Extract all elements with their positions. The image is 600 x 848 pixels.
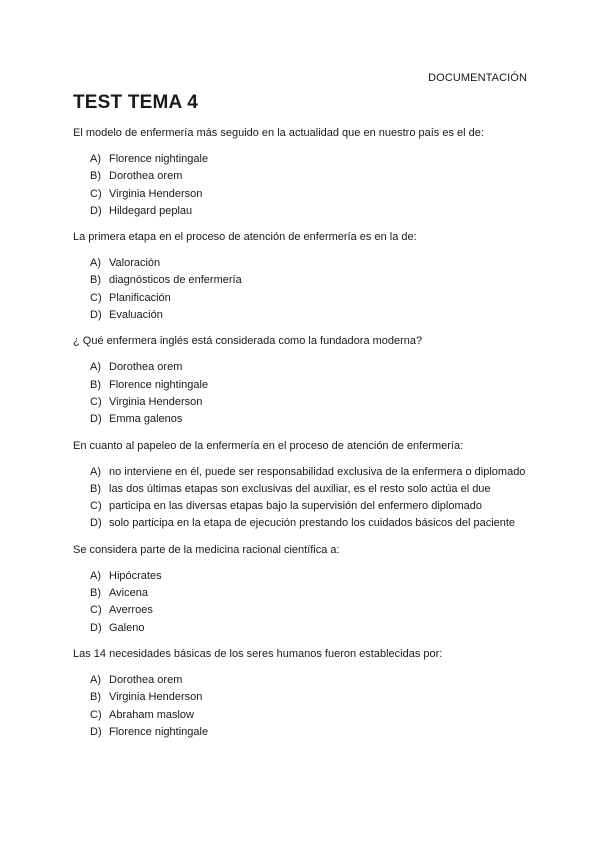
option-c xyxy=(73,186,533,203)
option-d xyxy=(73,411,533,428)
option-c xyxy=(73,707,533,724)
option-text: Dorothea orem xyxy=(109,170,183,183)
option-text: Evaluación xyxy=(109,309,163,322)
option-a xyxy=(73,672,533,689)
option-text: Galeno xyxy=(109,621,145,634)
option-text: Florence nightingale xyxy=(109,725,209,738)
option-text: Dorothea orem xyxy=(109,361,183,374)
question-3 xyxy=(73,334,533,428)
option-a xyxy=(73,464,533,481)
option-text: Emma galenos xyxy=(109,413,183,426)
option-list xyxy=(73,672,533,741)
option-letter: A) xyxy=(90,257,101,270)
option-b xyxy=(73,585,533,602)
option-text: Virginia Henderson xyxy=(109,187,203,200)
option-text: participa en las diversas etapas bajo la supervisión del enfermero diplomado xyxy=(109,500,482,513)
question-4 xyxy=(73,439,533,533)
option-d xyxy=(73,515,533,532)
question-list xyxy=(73,126,533,751)
option-text: Valoración xyxy=(109,257,161,270)
option-letter: D) xyxy=(90,517,102,530)
option-text: Florence nightingale xyxy=(109,153,209,165)
option-c xyxy=(73,498,533,515)
option-letter: D) xyxy=(90,204,102,217)
option-c xyxy=(73,394,533,411)
option-letter: B) xyxy=(90,378,101,391)
option-c xyxy=(73,602,533,619)
option-b xyxy=(73,377,533,394)
option-letter: B) xyxy=(90,170,101,183)
question-text: En cuanto al papeleo de la enfermería en el proceso de atención de enfermería: xyxy=(73,439,464,452)
option-b xyxy=(73,168,533,185)
option-letter: C) xyxy=(90,708,102,721)
option-letter: D) xyxy=(90,309,102,322)
option-letter: C) xyxy=(90,395,102,408)
option-letter: B) xyxy=(90,482,101,495)
option-text: las dos últimas etapas son exclusivas del auxiliar, es el resto solo actúa el due xyxy=(109,482,491,495)
option-list xyxy=(73,464,533,533)
option-text: Dorothea orem xyxy=(109,673,183,686)
option-d xyxy=(73,724,533,741)
option-a xyxy=(73,359,533,376)
option-text: solo participa en la etapa de ejecución prestando los cuidados básicos del paciente xyxy=(109,517,516,530)
option-letter: B) xyxy=(90,691,101,704)
option-d xyxy=(73,307,533,324)
option-text: Virginia Henderson xyxy=(109,395,203,408)
option-letter: D) xyxy=(90,725,102,738)
option-text: no interviene en él, puede ser responsabilidad exclusiva de la enfermera o diplomado xyxy=(109,465,526,478)
option-list xyxy=(73,151,533,220)
option-a xyxy=(73,151,533,168)
page-title: TEST TEMA 4 xyxy=(73,92,199,113)
question-text: Se considera parte de la medicina racional científica a: xyxy=(73,543,340,556)
option-c xyxy=(73,290,533,307)
option-letter: B) xyxy=(90,587,101,600)
option-text: Planificación xyxy=(109,291,171,304)
option-letter: A) xyxy=(90,465,101,478)
option-letter: A) xyxy=(90,361,101,374)
option-text: Hipócrates xyxy=(109,569,162,582)
option-b xyxy=(73,481,533,498)
option-text: diagnósticos de enfermería xyxy=(109,274,242,287)
option-d xyxy=(73,203,533,220)
option-letter: C) xyxy=(90,291,102,304)
option-letter: C) xyxy=(90,500,102,513)
option-text: Florence nightingale xyxy=(109,378,209,391)
option-letter: C) xyxy=(90,187,102,200)
question-6 xyxy=(73,647,533,741)
option-letter: A) xyxy=(90,569,101,582)
option-text: Averroes xyxy=(109,604,153,617)
question-text: Las 14 necesidades básicas de los seres humanos fueron establecidas por: xyxy=(73,647,443,660)
question-text: ¿ Qué enfermera inglés está considerada como la fundadora moderna? xyxy=(73,335,423,348)
option-letter: C) xyxy=(90,604,102,617)
option-text: Avicena xyxy=(109,587,148,600)
option-b xyxy=(73,272,533,289)
option-letter: B) xyxy=(90,274,101,287)
option-list xyxy=(73,255,533,324)
option-d xyxy=(73,620,533,637)
option-list xyxy=(73,359,533,428)
option-letter: A) xyxy=(90,153,101,165)
option-a xyxy=(73,255,533,272)
question-text: El modelo de enfermería más seguido en la actualidad que en nuestro país es el de: xyxy=(73,127,484,139)
question-1 xyxy=(73,126,533,220)
option-text: Abraham maslow xyxy=(109,708,194,721)
question-5 xyxy=(73,543,533,637)
option-text: Virginia Henderson xyxy=(109,691,203,704)
header-label: DOCUMENTACIÓN xyxy=(428,72,527,84)
option-b xyxy=(73,689,533,706)
question-text: La primera etapa en el proceso de atención de enfermería es en la de: xyxy=(73,231,417,244)
option-a xyxy=(73,568,533,585)
option-text: Hildegard peplau xyxy=(109,204,193,217)
option-letter: D) xyxy=(90,413,102,426)
option-letter: D) xyxy=(90,621,102,634)
option-letter: A) xyxy=(90,673,101,686)
question-2 xyxy=(73,230,533,324)
option-list xyxy=(73,568,533,637)
